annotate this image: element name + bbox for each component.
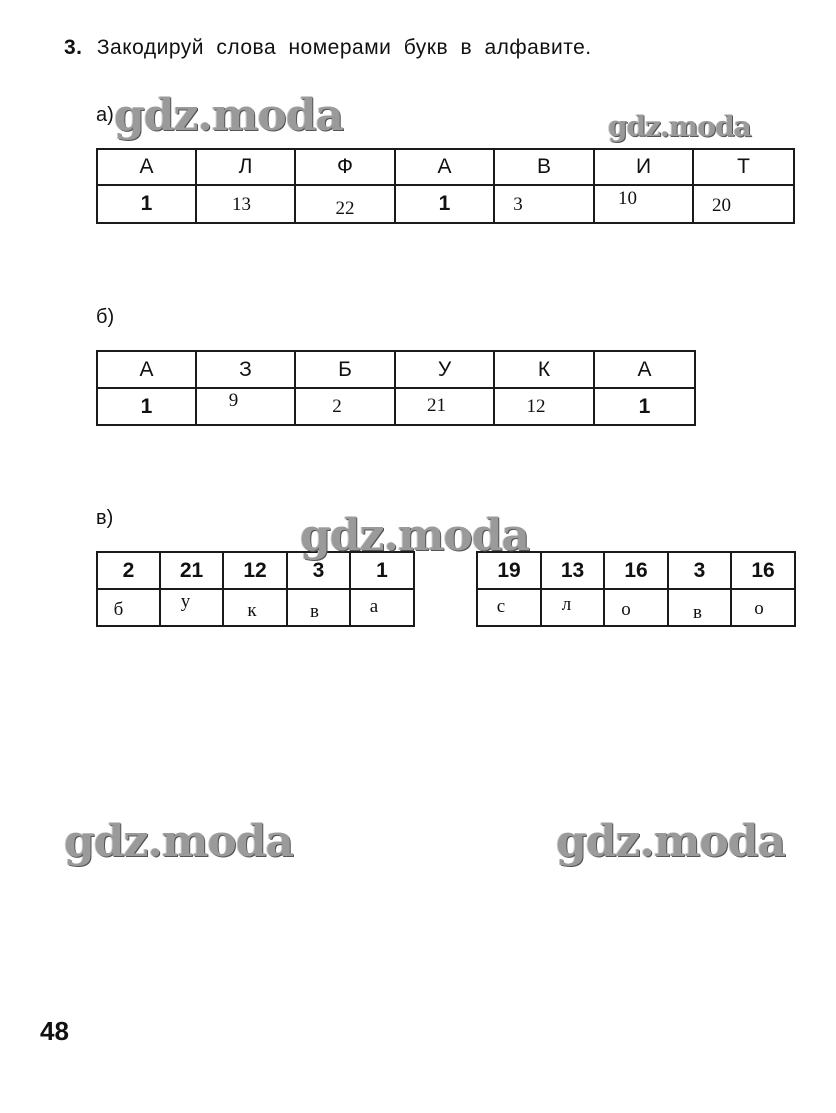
handwritten-answer: о: [754, 597, 764, 619]
letter-cell: Ф: [295, 149, 395, 185]
code-cell[interactable]: [295, 185, 395, 223]
letter-cell: У: [395, 351, 494, 388]
handwritten-answer: 2: [332, 395, 342, 417]
part-a-code-row[interactable]: [97, 185, 794, 223]
answer-cell[interactable]: [541, 589, 604, 626]
handwritten-answer: л: [561, 593, 572, 615]
word2-letter-row[interactable]: [477, 589, 795, 626]
watermark: gdz.moda: [608, 110, 751, 143]
handwritten-answer: в: [310, 600, 319, 622]
part-b-label: б): [96, 306, 115, 328]
number-cell: 3: [668, 552, 731, 589]
answer-cell[interactable]: [160, 589, 223, 626]
handwritten-answer: 9: [228, 389, 239, 411]
handwritten-answer: 3: [513, 194, 523, 215]
answer-cell[interactable]: [97, 589, 160, 626]
code-cell[interactable]: [196, 388, 295, 425]
answer-cell[interactable]: [604, 589, 668, 626]
number-cell: 2: [97, 552, 160, 589]
code-cell[interactable]: [494, 388, 594, 425]
part-c-label: в): [96, 507, 114, 529]
task-text: Закодируй слова номерами букв в алфавите.: [96, 36, 592, 59]
code-cell[interactable]: [494, 185, 594, 223]
task-number: 3.: [64, 36, 83, 59]
number-cell: 19: [477, 552, 541, 589]
letter-cell: А: [97, 149, 196, 185]
part-c-word2-table: [476, 551, 796, 627]
handwritten-answer: б: [113, 598, 124, 620]
code-cell[interactable]: [693, 185, 794, 223]
handwritten-answer: 21: [427, 394, 446, 416]
code-cell[interactable]: [395, 388, 494, 425]
letter-cell: Л: [196, 149, 295, 185]
answer-cell[interactable]: [477, 589, 541, 626]
number-cell: 13: [541, 552, 604, 589]
letter-cell: В: [494, 149, 594, 185]
part-b-letter-row: [97, 351, 695, 388]
letter-cell: А: [395, 149, 494, 185]
number-cell: 16: [604, 552, 668, 589]
part-b-code-row[interactable]: [97, 388, 695, 425]
handwritten-answer: а: [369, 595, 379, 617]
handwritten-answer: у: [180, 590, 191, 612]
handwritten-answer: 13: [232, 194, 251, 215]
letter-cell: З: [196, 351, 295, 388]
handwritten-answer: 10: [618, 188, 637, 209]
part-c-word1-table: [96, 551, 415, 627]
answer-cell[interactable]: [731, 589, 795, 626]
word1-letter-row[interactable]: [97, 589, 414, 626]
handwritten-answer: 22: [335, 198, 355, 219]
number-cell: 21: [160, 552, 223, 589]
watermark: gdz.moda: [556, 816, 786, 867]
code-cell[interactable]: 1: [395, 185, 494, 223]
number-cell: 12: [223, 552, 287, 589]
handwritten-answer: 12: [526, 395, 546, 417]
answer-cell[interactable]: [287, 589, 350, 626]
number-cell: 16: [731, 552, 795, 589]
letter-cell: А: [97, 351, 196, 388]
watermark: gdz.moda: [300, 510, 530, 561]
code-cell[interactable]: 1: [594, 388, 695, 425]
answer-cell[interactable]: [668, 589, 731, 626]
answer-cell[interactable]: [223, 589, 287, 626]
part-a-label: а): [96, 104, 114, 126]
code-cell[interactable]: 1: [97, 388, 196, 425]
handwritten-answer: в: [693, 601, 702, 623]
letter-cell: Т: [693, 149, 794, 185]
part-a-table: [96, 148, 795, 224]
letter-cell: А: [594, 351, 695, 388]
handwritten-answer: о: [621, 598, 631, 620]
handwritten-answer: к: [247, 599, 257, 621]
number-cell: 1: [350, 552, 414, 589]
part-a-letter-row: [97, 149, 794, 185]
letter-cell: И: [594, 149, 693, 185]
handwritten-answer: 20: [712, 195, 731, 216]
code-cell[interactable]: [594, 185, 693, 223]
code-cell[interactable]: [196, 185, 295, 223]
letter-cell: Б: [295, 351, 395, 388]
handwritten-answer: с: [496, 595, 506, 617]
number-cell: 3: [287, 552, 350, 589]
page-number: 48: [40, 1016, 69, 1046]
watermark: gdz.moda: [114, 90, 344, 141]
watermark: gdz.moda: [64, 816, 294, 867]
task-title: [64, 36, 592, 60]
code-cell[interactable]: 1: [97, 185, 196, 223]
answer-cell[interactable]: [350, 589, 414, 626]
letter-cell: К: [494, 351, 594, 388]
code-cell[interactable]: [295, 388, 395, 425]
part-b-table: [96, 350, 696, 426]
